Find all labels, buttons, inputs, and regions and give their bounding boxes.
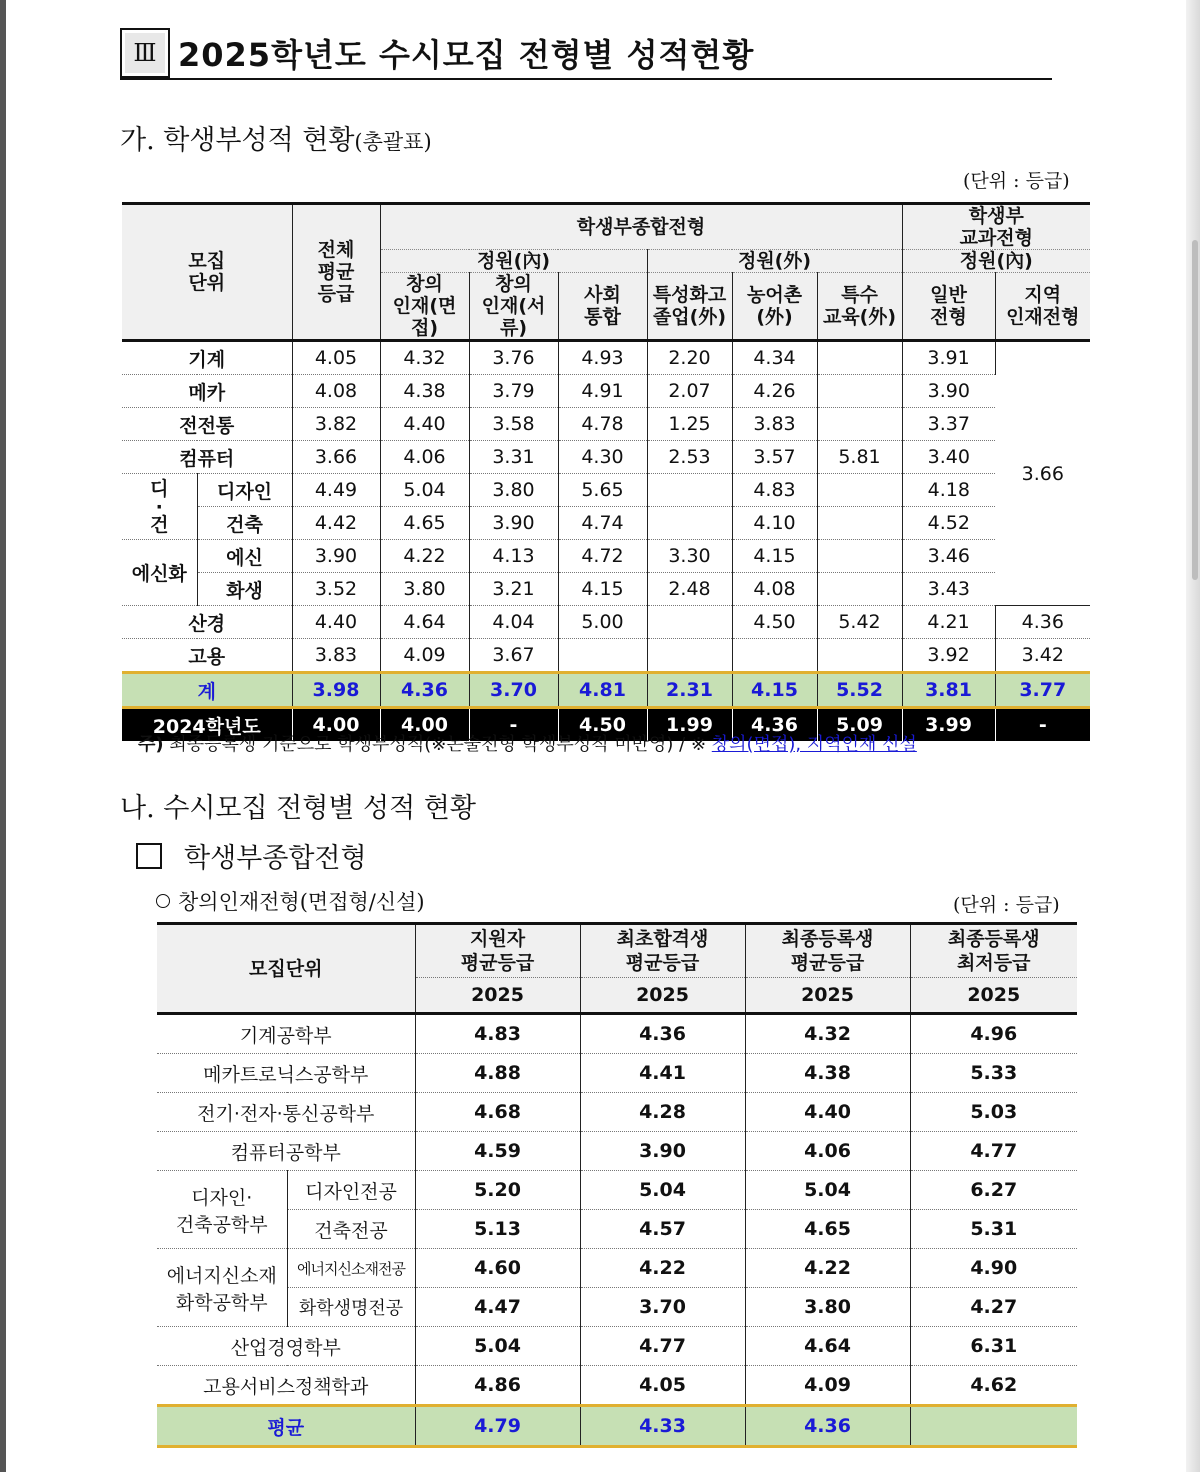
section-title: 2025학년도 수시모집 전형별 성적현황	[178, 36, 755, 74]
header-year: 2025	[910, 978, 1077, 1014]
table-row: 메카트로닉스공학부 4.88 4.41 4.38 5.33	[157, 1054, 1077, 1093]
subheading-b: 나. 수시모집 전형별 성적 현황	[120, 793, 476, 824]
scrollbar-thumb[interactable]	[1192, 240, 1198, 580]
circle-bullet-icon	[156, 894, 170, 908]
header-quota-in-2: 정원(內)	[902, 250, 1090, 273]
header-quota-in: 정원(內)	[380, 250, 647, 273]
subheading-a-label: 가. 학생부성적 현황	[120, 125, 355, 156]
table-row: 메카 4.08 4.38 3.79 4.91 2.07 4.26 3.90	[122, 375, 1090, 408]
header-final-reg-min: 최종등록생 최저등급	[910, 924, 1077, 978]
header-col-vocational: 특성화고 졸업(外)	[647, 273, 732, 341]
table-row: 디자인· 건축공학부 디자인전공 5.20 5.04 5.04 6.27	[157, 1171, 1077, 1210]
table-row: 고용 3.83 4.09 3.67 3.92 3.42	[122, 639, 1090, 673]
section-heading	[120, 28, 1052, 80]
subheading-a	[120, 118, 432, 157]
table-note: 주) 최종등록생 기준으로 학생부성적(※논술전형 학생부성적 미반영) / ※ 창의(면접), 지역인재 신설	[138, 734, 917, 755]
header-final-reg-avg: 최종등록생 평균등급	[745, 924, 910, 978]
grade-summary-table	[122, 202, 1090, 741]
header-year: 2025	[580, 978, 745, 1014]
section-number-box: Ⅲ	[120, 28, 170, 78]
header-year: 2025	[415, 978, 580, 1014]
total-row: 계 3.98 4.36 3.70 4.81 2.31 4.15 5.52 3.81 3.77	[122, 673, 1090, 708]
table-row: 에너지신소재 화학공학부 에너지신소재전공 4.60 4.22 4.22 4.90	[157, 1249, 1077, 1288]
header-col-social: 사회 통합	[558, 273, 647, 341]
header-quota-out: 정원(外)	[647, 250, 902, 273]
header-col-creative-interview: 창의 인재(면접)	[380, 273, 469, 341]
table-row: 전전통 3.82 4.40 3.58 4.78 1.25 3.83 3.37	[122, 408, 1090, 441]
group-energy-chem: 에너지신소재 화학공학부	[157, 1249, 287, 1327]
table-row: 전기·전자·통신공학부 4.68 4.28 4.40 5.03	[157, 1093, 1077, 1132]
header-unit: 모집 단위	[122, 204, 292, 341]
header-comprehensive: 학생부종합전형	[380, 204, 902, 250]
header-col-creative-document: 창의 인재(서류)	[469, 273, 558, 341]
table-row: 화생 3.52 3.80 3.21 4.15 2.48 4.08 3.43	[122, 573, 1090, 606]
checkbox-icon	[136, 843, 162, 869]
header-col-special: 특수 교육(外)	[817, 273, 902, 341]
table-row: 산경 4.40 4.64 4.04 5.00 4.50 5.42 4.21 4.36	[122, 606, 1090, 639]
table-row: 컴퓨터공학부 4.59 3.90 4.06 4.77	[157, 1132, 1077, 1171]
average-row: 평균 4.79 4.33 4.36	[157, 1406, 1077, 1447]
circle-heading: 창의인재전형(면접형/신설)	[156, 886, 425, 916]
subheading-a-paren: (총괄표)	[354, 130, 432, 154]
left-border	[0, 0, 6, 1472]
note-link[interactable]: 창의(면접), 지역인재 신설	[711, 734, 917, 755]
box-heading: 학생부종합전형	[136, 836, 367, 875]
table-row: 컴퓨터 3.66 4.06 3.31 4.30 2.53 3.57 5.81 3.40	[122, 441, 1090, 474]
table-row: 건축 4.42 4.65 3.90 4.74 4.10 4.52	[122, 507, 1090, 540]
table-row: 화학생명전공 4.47 3.70 3.80 4.27	[157, 1288, 1077, 1327]
table-row: 산업경영학부 5.04 4.77 4.64 6.31	[157, 1327, 1077, 1366]
table-row: 에신화 에신 3.90 4.22 4.13 4.72 3.30 4.15 3.46	[122, 540, 1090, 573]
table-row: 고용서비스정책학과 4.86 4.05 4.09 4.62	[157, 1366, 1077, 1406]
header-year: 2025	[745, 978, 910, 1014]
header-col-rural: 농어촌 (外)	[732, 273, 817, 341]
table-row: 디 · 건 디자인 4.49 5.04 3.80 5.65 4.83 4.18	[122, 474, 1090, 507]
scrollbar-track[interactable]	[1186, 0, 1200, 1472]
header-applicant-avg: 지원자 평균등급	[415, 924, 580, 978]
header-subject: 학생부 교과전형	[902, 204, 1090, 250]
unit-label-2: (단위 : 등급)	[953, 894, 1060, 916]
table-row: 건축전공 5.13 4.57 4.65 5.31	[157, 1210, 1077, 1249]
header-first-pass-avg: 최초합격생 평균등급	[580, 924, 745, 978]
unit-label-1: (단위 : 등급)	[963, 170, 1070, 192]
header-col-regional: 지역 인재전형	[995, 273, 1090, 341]
header-overall: 전체 평균 등급	[292, 204, 380, 341]
header-unit: 모집단위	[157, 924, 415, 1014]
table-row: 기계공학부 4.83 4.36 4.32 4.96	[157, 1014, 1077, 1054]
group-design-arch: 디 · 건	[122, 474, 197, 540]
creative-talent-table	[157, 922, 1077, 1448]
table-row: 기계 4.05 4.32 3.76 4.93 2.20 4.34 3.91 3.66	[122, 341, 1090, 375]
group-design-arch: 디자인· 건축공학부	[157, 1171, 287, 1249]
group-energy-chem: 에신화	[122, 540, 197, 606]
regional-merged-cell: 3.66	[995, 341, 1090, 606]
header-col-general: 일반 전형	[902, 273, 995, 341]
previous-year-row: 2024학년도 4.00 4.00 - 4.50 1.99 4.36 5.09 3.99 -	[122, 708, 1090, 742]
